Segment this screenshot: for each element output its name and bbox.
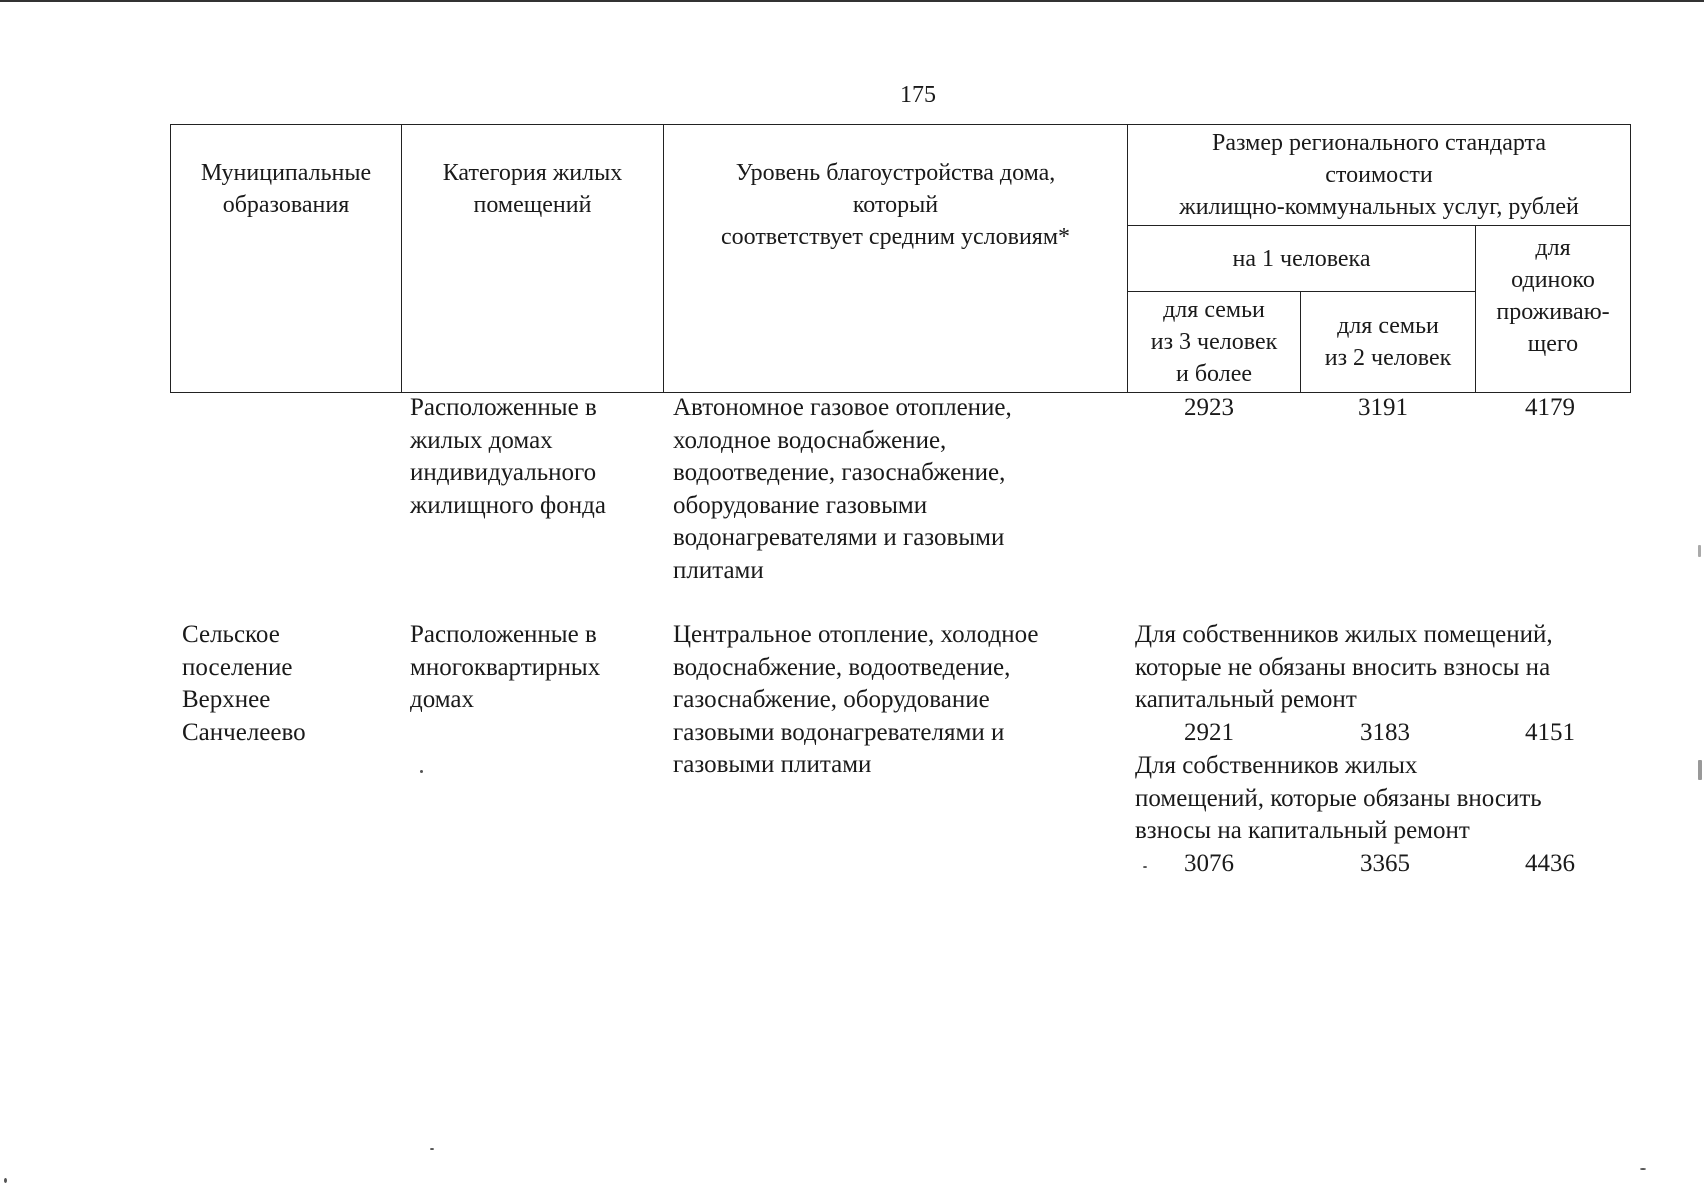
row2-level-line-3: газоснабжение, оборудование <box>673 686 990 714</box>
scan-speck <box>420 770 423 773</box>
row2-note1-line-1: Для собственников жилых помещений, <box>1135 621 1553 648</box>
header-single-line-2: одиноко <box>1511 267 1595 293</box>
row2-municipality-line-4: Санчелеево <box>182 718 306 746</box>
row1-level-line-1: Автономное газовое отопление, <box>673 394 1012 421</box>
header-level-line-2: который <box>852 192 939 218</box>
row2-category-line-2: многоквартирных <box>410 653 601 681</box>
row2-value2-family2: 3365 <box>1360 850 1410 877</box>
header-single <box>1476 226 1631 393</box>
header-single-line-1: для <box>1535 235 1571 261</box>
row2-municipality-line-1: Сельское <box>182 621 280 648</box>
header-category <box>402 125 664 393</box>
header-family3-line-3: и более <box>1175 361 1253 387</box>
row2-note1-line-2: которые не обязаны вносить взносы на <box>1135 653 1551 681</box>
header-standard-line-3: жилищно-коммунальных услуг, рублей <box>1179 194 1579 220</box>
scan-speck <box>1698 760 1702 780</box>
row2-municipality-line-2: поселение <box>182 653 293 681</box>
scan-speck <box>1698 545 1701 557</box>
row1-level-line-2: холодное водоснабжение, <box>673 426 947 454</box>
header-family2-line-1: для семьи <box>1337 313 1439 339</box>
row2-value1-family2: 3183 <box>1360 719 1410 746</box>
header-level-line-1: Уровень благоустройства дома, <box>735 160 1056 186</box>
header-standard-line-1: Размер регионального стандарта <box>1212 130 1546 156</box>
scan-top-edge <box>0 0 1704 2</box>
row2-category <box>410 619 600 717</box>
scan-speck <box>1640 1168 1646 1170</box>
header-family2-line-2: из 2 человек <box>1324 345 1452 371</box>
row1-category-line-4: жилищного фонда <box>410 491 606 519</box>
row1-category-line-3: индивидуального <box>410 459 597 487</box>
header-family3-line-1: для семьи <box>1163 297 1265 323</box>
row2-level <box>673 619 1039 782</box>
header-standard-line-2: стоимости <box>1325 162 1433 188</box>
header-per-person <box>1128 226 1476 292</box>
row1-value-family3: 2923 <box>1184 394 1234 421</box>
header-level <box>664 125 1128 393</box>
header-single-line-4: щего <box>1527 331 1579 357</box>
header-municipalities <box>171 125 402 393</box>
row2-note2-line-1: Для собственников жилых <box>1135 752 1418 779</box>
row1-level <box>673 392 1012 588</box>
scan-speck <box>4 1178 7 1183</box>
row1-category-line-1: Расположенные в <box>410 394 597 421</box>
row1-level-line-4: оборудование газовыми <box>673 491 928 519</box>
row2-note2-line-2: помещений, которые обязаны вносить <box>1135 784 1542 812</box>
row2-category-line-1: Расположенные в <box>410 621 597 648</box>
row2-note-no-capital-repair <box>1135 619 1553 717</box>
header-per-person-label: на 1 человека <box>1232 245 1371 272</box>
header-municipalities-label: Муниципальные образования <box>200 160 372 218</box>
row2-value2-single: 4436 <box>1525 850 1575 877</box>
row2-note1-line-3: капитальный ремонт <box>1135 686 1357 714</box>
page-number: 175 <box>900 82 936 108</box>
header-standard-size <box>1128 125 1631 226</box>
row2-value2-family3: 3076 <box>1184 850 1234 877</box>
row2-value1-single: 4151 <box>1525 719 1575 746</box>
header-family2 <box>1301 292 1476 393</box>
row2-note-capital-repair <box>1135 750 1542 848</box>
row2-level-line-4: газовыми водонагревателями и <box>673 718 1005 746</box>
row2-note2-line-3: взносы на капитальный ремонт <box>1135 817 1470 845</box>
row2-level-line-1: Центральное отопление, холодное <box>673 621 1039 648</box>
row1-level-line-5: водонагревателями и газовыми <box>673 524 1005 552</box>
row1-value-family2: 3191 <box>1358 394 1408 421</box>
scan-speck <box>1143 866 1147 868</box>
scan-speck <box>430 1148 434 1150</box>
header-level-line-3: соответствует средним условиям* <box>720 224 1071 250</box>
header-family3-line-2: из 3 человек <box>1150 329 1278 355</box>
row2-category-line-3: домах <box>410 686 474 714</box>
row2-municipality <box>182 619 306 749</box>
row1-category <box>410 392 606 522</box>
row1-level-line-6: плитами <box>673 556 764 584</box>
row1-level-line-3: водоотведение, газоснабжение, <box>673 459 1006 487</box>
header-category-label: Категория жилых помещений <box>442 160 623 218</box>
header-single-line-3: проживаю- <box>1496 299 1610 325</box>
row2-municipality-line-3: Верхнее <box>182 686 271 714</box>
header-family3 <box>1128 292 1301 393</box>
header-table <box>170 124 1631 393</box>
row1-value-single: 4179 <box>1525 394 1575 421</box>
row2-level-line-2: водоснабжение, водоотведение, <box>673 653 1011 681</box>
row2-value1-family3: 2921 <box>1184 719 1234 746</box>
row2-level-line-5: газовыми плитами <box>673 751 872 779</box>
row1-category-line-2: жилых домах <box>410 426 553 454</box>
